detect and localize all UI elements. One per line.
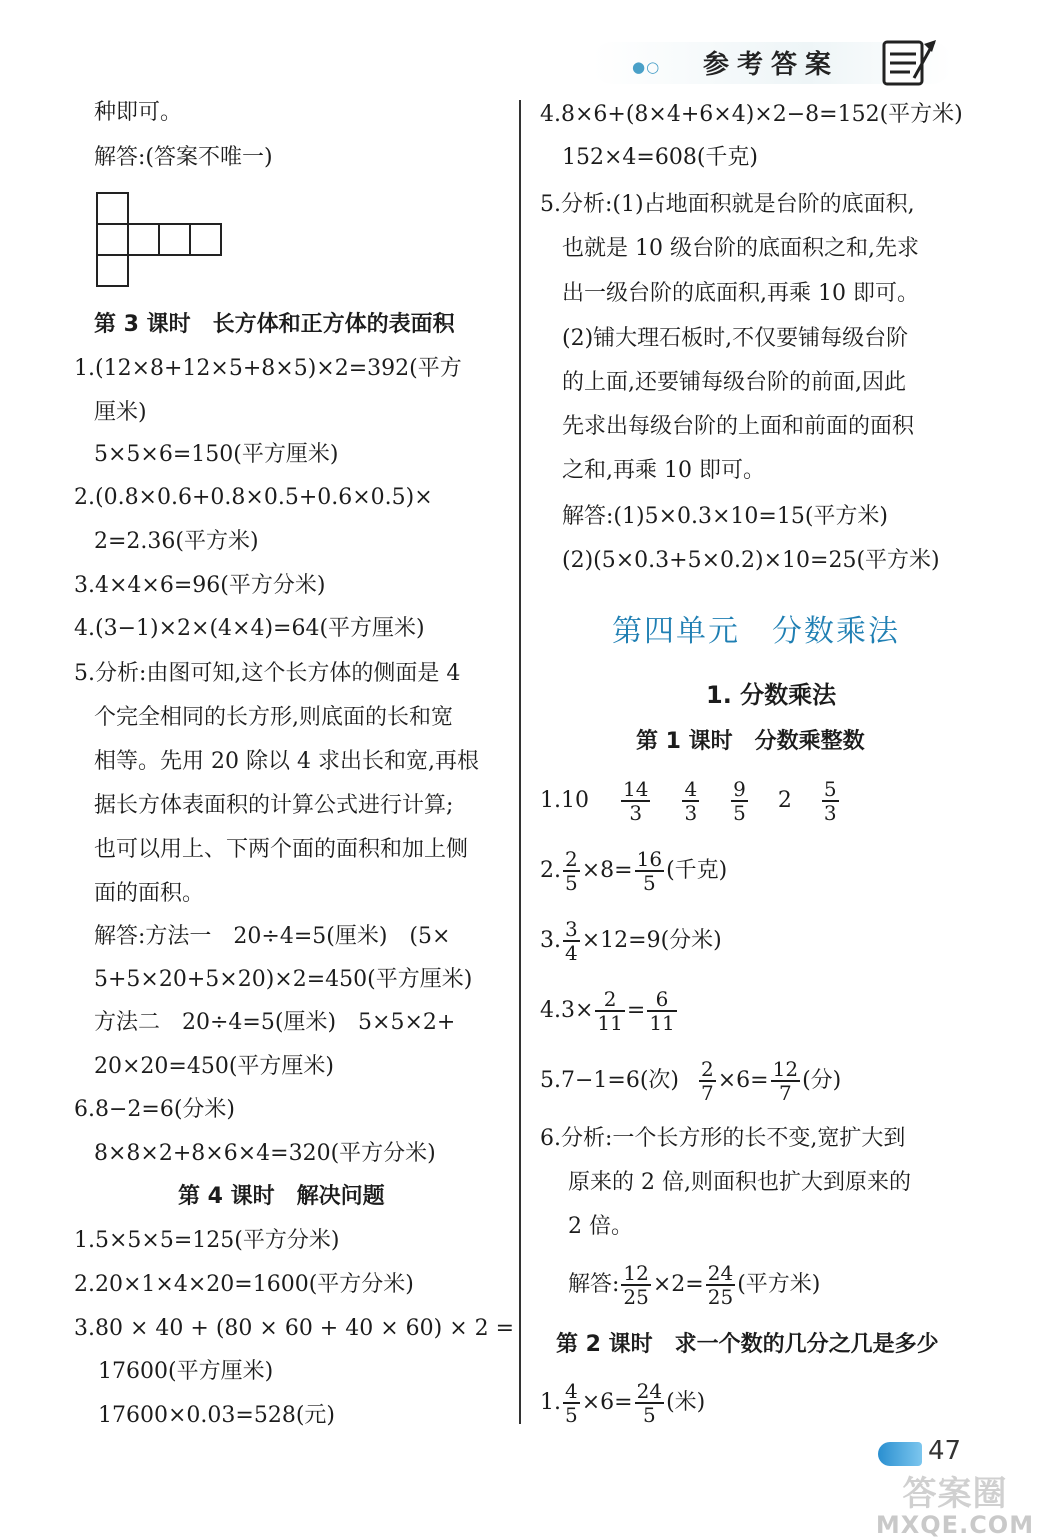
answer-line-fractions — [568, 1262, 820, 1308]
fraction — [635, 1380, 664, 1426]
header-dots: ●○ — [632, 58, 661, 76]
answer-line: 的上面,还要铺每级台阶的前面,因此 — [562, 370, 906, 395]
denominator: 11 — [649, 1011, 675, 1035]
answer-line: 5.分析:由图可知,这个长方体的侧面是 4 — [74, 661, 461, 686]
lesson-heading: 第 2 课时 求一个数的几分之几是多少 — [556, 1332, 939, 1357]
denominator: 3 — [629, 801, 643, 825]
denominator: 5 — [565, 871, 578, 895]
answer-line: 1.(12×8+12×5+8×5)×2=392(平方 — [74, 356, 462, 381]
cube-net-figure — [96, 192, 224, 288]
answer-line: 4.8×6+(8×4+6×4)×2−8=152(平方米) — [540, 102, 963, 127]
lesson-heading: 第 4 课时 解决问题 — [178, 1184, 385, 1209]
numerator: 12 — [623, 1261, 649, 1285]
notebook-pen-icon — [874, 38, 944, 88]
answer-line: 个完全相同的长方形,则底面的长和宽 — [94, 705, 453, 730]
fraction — [621, 778, 650, 824]
fraction — [647, 988, 676, 1034]
answer-line: 之和,再乘 10 即可。 — [562, 458, 765, 483]
answer-line: 4.(3−1)×2×(4×4)=64(平方厘米) — [74, 616, 425, 641]
answer-line: 解答:方法一 20÷4=5(厘米) (5× — [94, 924, 451, 949]
answer-line: 也就是 10 级台阶的底面积之和,先求 — [562, 236, 919, 261]
answer-line: 5+5×20+5×20)×2=450(平方厘米) — [94, 967, 473, 992]
answer-line: 方法二 20÷4=5(厘米) 5×5×2+ — [94, 1010, 456, 1035]
numerator: 9 — [733, 777, 746, 801]
denominator: 5 — [642, 871, 656, 895]
fraction — [682, 778, 699, 824]
numerator: 3 — [565, 917, 578, 941]
operator-text: ×2= — [652, 1272, 704, 1297]
numerator: 2 — [701, 1057, 714, 1081]
unit-name: 分数乘法 — [772, 614, 900, 649]
answer-line: 面的面积。 — [94, 881, 205, 906]
answer-line: 5×5×6=150(平方厘米) — [94, 442, 339, 467]
fraction — [731, 778, 748, 824]
answer-prefix: 5.7−1=6(次) — [540, 1068, 680, 1093]
answer-line: 6.8−2=6(分米) — [74, 1097, 236, 1122]
fraction — [563, 1380, 580, 1426]
lesson-heading: 第 3 课时 长方体和正方体的表面积 — [94, 312, 455, 337]
watermark-text: 答案圈 — [902, 1474, 1008, 1514]
numerator: 2 — [565, 847, 578, 871]
answer-prefix: 1. — [540, 1390, 561, 1415]
fraction — [621, 1262, 650, 1308]
answer-line-fractions — [540, 988, 679, 1034]
answer-prefix: 1.10 — [540, 788, 589, 813]
answer-line-fractions — [540, 1380, 705, 1426]
answer-line: 3.80 × 40 + (80 × 60 + 40 × 60) × 2 = — [74, 1316, 515, 1341]
answer-line: 6.分析:一个长方形的长不变,宽扩大到 — [540, 1126, 906, 1151]
section-heading: 1. 分数乘法 — [706, 681, 837, 709]
column-divider — [519, 100, 521, 1424]
unit-text: (米) — [666, 1390, 706, 1415]
fraction — [563, 848, 580, 894]
denominator: 25 — [623, 1285, 649, 1309]
denominator: 3 — [684, 801, 698, 825]
watermark-logo — [870, 1466, 1040, 1539]
answer-line-fractions — [540, 848, 727, 894]
lesson-heading: 第 1 课时 分数乘整数 — [636, 729, 865, 754]
unit-text: (分) — [802, 1068, 842, 1093]
fraction — [563, 918, 580, 964]
answer-prefix: 解答: — [568, 1272, 620, 1297]
numerator: 16 — [636, 847, 663, 871]
answer-line-fractions — [540, 778, 841, 824]
answer-line: 17600(平方厘米) — [98, 1359, 274, 1384]
numerator: 5 — [823, 777, 837, 801]
answer-line: 2 倍。 — [568, 1214, 633, 1239]
answer-line: 也可以用上、下两个面的面积和加上侧 — [94, 837, 469, 862]
fraction — [635, 848, 664, 894]
answer-line: (2)铺大理石板时,不仅要铺每级台阶 — [562, 326, 909, 351]
fraction — [595, 988, 624, 1034]
text-line: 解答:(答案不唯一) — [94, 145, 273, 170]
answer-line: 解答:(1)5×0.3×10=15(平方米) — [562, 504, 889, 529]
numerator: 12 — [772, 1057, 799, 1081]
answer-line: 出一级台阶的底面积,再乘 10 即可。 — [562, 281, 919, 306]
numerator: 24 — [707, 1261, 734, 1285]
answer-line: 8×8×2+8×6×4=320(平方分米) — [94, 1141, 436, 1166]
denominator: 25 — [707, 1285, 734, 1309]
numerator: 6 — [647, 988, 676, 1012]
answer-line: 先求出每级台阶的上面和前面的面积 — [562, 414, 915, 439]
answer-line: 5.分析:(1)占地面积就是台阶的底面积, — [540, 192, 915, 217]
fraction — [706, 1262, 735, 1308]
fraction — [822, 778, 839, 824]
denominator: 5 — [733, 801, 746, 825]
answer-line: 1.5×5×5=125(平方分米) — [74, 1228, 340, 1253]
page-number: 47 — [928, 1436, 962, 1466]
answer-prefix: 4.3× — [540, 998, 594, 1023]
unit-title — [612, 606, 900, 650]
numerator: 4 — [565, 1379, 578, 1403]
answer-line-fractions — [540, 918, 722, 964]
fraction — [771, 1058, 800, 1104]
answer-line: 相等。先用 20 除以 4 求出长和宽,再根 — [94, 749, 479, 774]
fraction — [699, 1058, 716, 1104]
operator-text: ×6= — [581, 1390, 633, 1415]
answer-line: 2=2.36(平方米) — [94, 529, 259, 554]
answer-line: 20×20=450(平方厘米) — [94, 1054, 335, 1079]
denominator: 3 — [823, 801, 837, 825]
answer-prefix: 2. — [540, 858, 561, 883]
operator-text: ×8= — [581, 858, 633, 883]
text-line: 种即可。 — [94, 100, 183, 125]
operator-text: ×6= — [717, 1068, 769, 1093]
answer-line: 152×4=608(千克) — [562, 145, 759, 170]
watermark-url: MXQE.COM — [875, 1511, 1035, 1539]
numerator: 14 — [622, 777, 649, 801]
denominator: 7 — [778, 1081, 792, 1105]
denominator: 7 — [701, 1081, 714, 1105]
page-tab-decoration — [878, 1442, 922, 1466]
denominator: 4 — [565, 941, 578, 965]
header-title: 参考答案 — [703, 50, 840, 80]
answer-line-fractions — [540, 1058, 841, 1104]
denominator: 5 — [565, 1403, 578, 1427]
answer-value: 2 — [777, 788, 792, 813]
answer-line: 据长方体表面积的计算公式进行计算; — [94, 793, 454, 818]
denominator: 11 — [597, 1011, 623, 1035]
answer-line: 17600×0.03=528(元) — [98, 1403, 335, 1428]
answer-rest: ×12=9(分米) — [581, 928, 722, 953]
operator-text: = — [626, 998, 646, 1023]
answer-line: (2)(5×0.3+5×0.2)×10=25(平方米) — [562, 548, 940, 573]
unit-text: (千克) — [666, 858, 728, 883]
answer-line: 2.(0.8×0.6+0.8×0.5+0.6×0.5)× — [74, 485, 433, 510]
numerator: 2 — [595, 988, 624, 1012]
unit-number: 第四单元 — [612, 614, 740, 649]
numerator: 24 — [636, 1379, 663, 1403]
answer-line: 3.4×4×6=96(平方分米) — [74, 573, 326, 598]
answer-line: 原来的 2 倍,则面积也扩大到原来的 — [568, 1170, 911, 1195]
numerator: 4 — [684, 777, 698, 801]
denominator: 5 — [642, 1403, 656, 1427]
answer-line: 2.20×1×4×20=1600(平方分米) — [74, 1272, 414, 1297]
answer-line: 厘米) — [94, 400, 147, 425]
unit-text: (平方米) — [737, 1272, 821, 1297]
answer-prefix: 3. — [540, 928, 561, 953]
